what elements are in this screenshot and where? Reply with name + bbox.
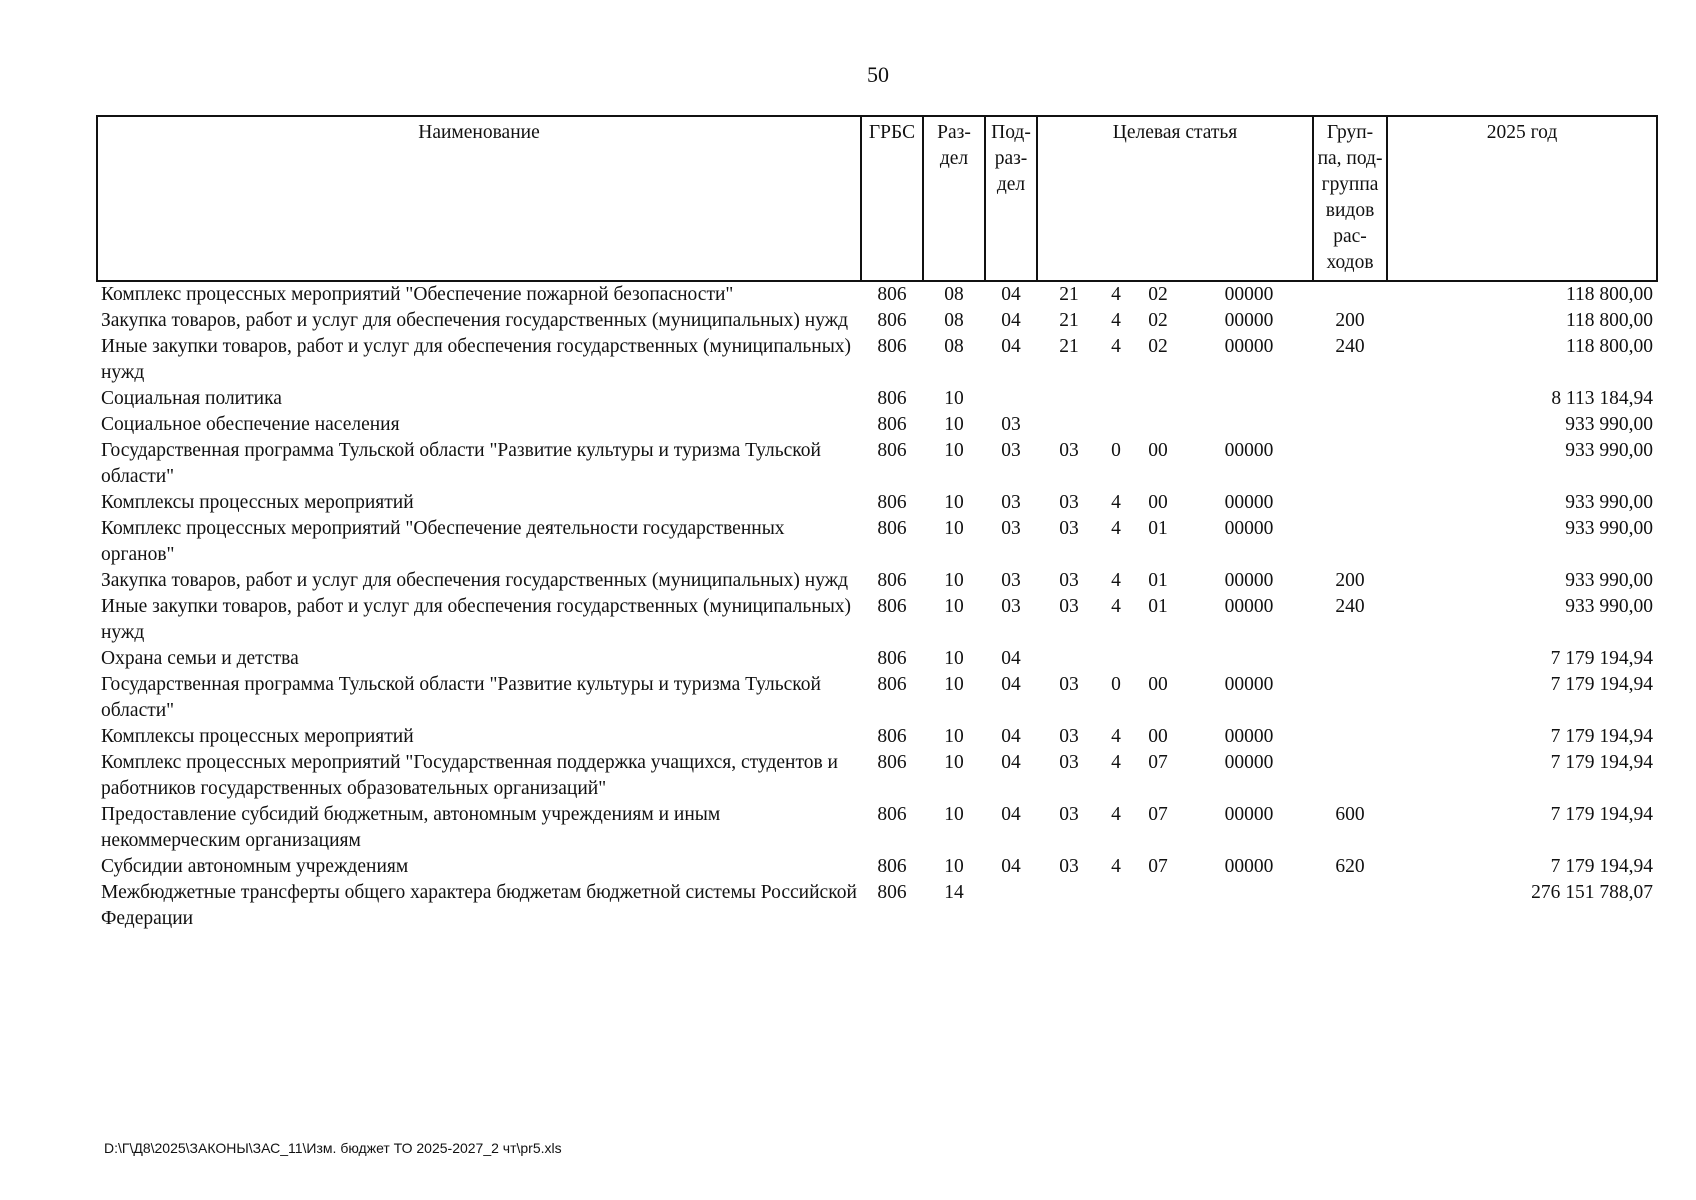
table-row xyxy=(97,308,1657,334)
cell-cs-program: 21 xyxy=(1059,310,1079,331)
table-row xyxy=(97,516,1657,568)
cell-cs-program: 03 xyxy=(1059,492,1079,513)
cell-grbs: 806 xyxy=(877,440,907,461)
budget-table xyxy=(96,115,1658,932)
cell-razdel: 10 xyxy=(944,388,964,409)
cell-name: Комплекс процессных мероприятий "Обеспечение деятельности государственных органов" xyxy=(101,518,785,565)
cell-cs-program: 03 xyxy=(1059,518,1079,539)
cell-name: Социальное обеспечение населения xyxy=(101,414,400,435)
cell-podrazdel: 04 xyxy=(1001,752,1021,773)
cell-podrazdel: 04 xyxy=(1001,804,1021,825)
cell-vid-rashodov xyxy=(1313,880,1387,932)
cell-vid-rashodov: 200 xyxy=(1335,310,1365,331)
cell-cs-direction: 00000 xyxy=(1224,336,1274,357)
cell-cs-direction xyxy=(1185,880,1313,932)
cell-razdel: 10 xyxy=(944,596,964,617)
header-podrazdel: Под- раз- дел xyxy=(985,116,1037,281)
table-row xyxy=(97,672,1657,724)
cell-grbs: 806 xyxy=(877,310,907,331)
cell-razdel: 14 xyxy=(944,882,964,903)
cell-grbs: 806 xyxy=(877,856,907,877)
cell-vid-rashodov: 240 xyxy=(1335,596,1365,617)
cell-cs-type xyxy=(1101,412,1131,438)
page-number: 50 xyxy=(867,62,889,87)
cell-name: Комплексы процессных мероприятий xyxy=(101,492,414,513)
cell-vid-rashodov: 600 xyxy=(1335,804,1365,825)
cell-amount: 118 800,00 xyxy=(1566,310,1654,331)
table-body xyxy=(97,281,1657,932)
cell-cs-direction xyxy=(1185,412,1313,438)
cell-cs-direction: 00000 xyxy=(1224,752,1274,773)
header-year: 2025 год xyxy=(1387,116,1657,281)
cell-cs-subprogram: 02 xyxy=(1148,310,1168,331)
table-row xyxy=(97,646,1657,672)
cell-amount: 276 151 788,07 xyxy=(1531,882,1654,903)
cell-podrazdel: 03 xyxy=(1001,570,1021,591)
cell-cs-program: 03 xyxy=(1059,570,1079,591)
cell-name: Государственная программа Тульской области "Развитие культуры и туризма Тульской области" xyxy=(101,440,821,487)
cell-cs-subprogram: 07 xyxy=(1148,804,1168,825)
cell-vid-rashodov: 240 xyxy=(1335,336,1365,357)
cell-podrazdel: 04 xyxy=(1001,284,1021,305)
cell-cs-subprogram: 01 xyxy=(1148,518,1168,539)
cell-amount: 933 990,00 xyxy=(1565,518,1654,539)
cell-grbs: 806 xyxy=(877,518,907,539)
cell-cs-direction: 00000 xyxy=(1224,570,1274,591)
cell-vid-rashodov xyxy=(1313,412,1387,438)
cell-name: Охрана семьи и детства xyxy=(101,648,299,669)
cell-vid-rashodov xyxy=(1313,516,1387,568)
cell-cs-type: 4 xyxy=(1111,804,1121,825)
cell-cs-type: 4 xyxy=(1111,310,1121,331)
cell-podrazdel: 03 xyxy=(1001,440,1021,461)
cell-razdel: 10 xyxy=(944,440,964,461)
cell-podrazdel xyxy=(985,386,1037,412)
table-row xyxy=(97,438,1657,490)
table-row xyxy=(97,490,1657,516)
header-grbs: ГРБС xyxy=(861,116,923,281)
cell-cs-subprogram: 00 xyxy=(1148,726,1168,747)
cell-name: Комплексы процессных мероприятий xyxy=(101,726,414,747)
cell-podrazdel: 04 xyxy=(1001,310,1021,331)
cell-amount: 118 800,00 xyxy=(1566,284,1654,305)
cell-vid-rashodov xyxy=(1313,646,1387,672)
cell-cs-subprogram: 07 xyxy=(1148,856,1168,877)
cell-cs-program: 21 xyxy=(1059,336,1079,357)
cell-cs-direction: 00000 xyxy=(1224,856,1274,877)
cell-cs-type: 4 xyxy=(1111,492,1121,513)
cell-podrazdel: 04 xyxy=(1001,674,1021,695)
cell-cs-program: 03 xyxy=(1059,440,1079,461)
cell-name: Предоставление субсидий бюджетным, автономным учреждениям и иным некоммерческим организациям xyxy=(101,804,721,851)
cell-grbs: 806 xyxy=(877,284,907,305)
cell-grbs: 806 xyxy=(877,648,907,669)
cell-cs-subprogram: 02 xyxy=(1148,336,1168,357)
cell-vid-rashodov xyxy=(1313,724,1387,750)
cell-cs-subprogram xyxy=(1131,646,1185,672)
cell-cs-program: 21 xyxy=(1059,284,1079,305)
cell-razdel: 08 xyxy=(944,310,964,331)
cell-name: Межбюджетные трансферты общего характера бюджетам бюджетной системы Российской Федерации xyxy=(101,882,857,929)
table-row xyxy=(97,568,1657,594)
cell-name: Иные закупки товаров, работ и услуг для обеспечения государственных (муниципальных) нужд xyxy=(101,336,852,383)
cell-amount: 933 990,00 xyxy=(1565,440,1654,461)
cell-vid-rashodov xyxy=(1313,490,1387,516)
cell-cs-program: 03 xyxy=(1059,752,1079,773)
cell-cs-type: 4 xyxy=(1111,570,1121,591)
cell-vid-rashodov xyxy=(1313,672,1387,724)
cell-cs-direction: 00000 xyxy=(1224,674,1274,695)
cell-cs-subprogram: 02 xyxy=(1148,284,1168,305)
cell-cs-type xyxy=(1101,880,1131,932)
cell-cs-direction: 00000 xyxy=(1224,726,1274,747)
cell-cs-direction: 00000 xyxy=(1224,284,1274,305)
cell-razdel: 10 xyxy=(944,856,964,877)
table-header-row xyxy=(97,116,1657,281)
cell-name: Государственная программа Тульской области "Развитие культуры и туризма Тульской области" xyxy=(101,674,821,721)
cell-cs-program: 03 xyxy=(1059,804,1079,825)
cell-cs-type: 0 xyxy=(1111,674,1121,695)
header-celevaya-statya: Целевая статья xyxy=(1037,116,1313,281)
cell-cs-direction xyxy=(1185,646,1313,672)
cell-amount: 118 800,00 xyxy=(1566,336,1654,357)
cell-cs-direction: 00000 xyxy=(1224,518,1274,539)
cell-vid-rashodov xyxy=(1313,281,1387,308)
cell-razdel: 10 xyxy=(944,752,964,773)
table-row xyxy=(97,750,1657,802)
cell-cs-subprogram: 00 xyxy=(1148,440,1168,461)
table-row xyxy=(97,724,1657,750)
cell-cs-program: 03 xyxy=(1059,596,1079,617)
cell-amount: 7 179 194,94 xyxy=(1550,674,1654,695)
cell-cs-type: 4 xyxy=(1111,336,1121,357)
cell-grbs: 806 xyxy=(877,752,907,773)
cell-grbs: 806 xyxy=(877,414,907,435)
cell-amount: 933 990,00 xyxy=(1565,570,1654,591)
cell-grbs: 806 xyxy=(877,336,907,357)
cell-amount: 7 179 194,94 xyxy=(1550,856,1654,877)
table-row xyxy=(97,334,1657,386)
cell-amount: 933 990,00 xyxy=(1565,596,1654,617)
table-row xyxy=(97,281,1657,308)
cell-razdel: 10 xyxy=(944,648,964,669)
cell-cs-program xyxy=(1037,646,1101,672)
table-row xyxy=(97,386,1657,412)
cell-cs-program xyxy=(1037,386,1101,412)
cell-grbs: 806 xyxy=(877,570,907,591)
header-name: Наименование xyxy=(97,116,861,281)
cell-vid-rashodov xyxy=(1313,438,1387,490)
cell-grbs: 806 xyxy=(877,726,907,747)
cell-grbs: 806 xyxy=(877,492,907,513)
cell-name: Закупка товаров, работ и услуг для обеспечения государственных (муниципальных) нужд xyxy=(101,310,849,331)
cell-cs-program xyxy=(1037,880,1101,932)
cell-podrazdel: 03 xyxy=(1001,596,1021,617)
cell-name: Иные закупки товаров, работ и услуг для обеспечения государственных (муниципальных) нужд xyxy=(101,596,852,643)
cell-amount: 933 990,00 xyxy=(1565,492,1654,513)
cell-cs-direction: 00000 xyxy=(1224,492,1274,513)
cell-razdel: 10 xyxy=(944,492,964,513)
cell-razdel: 10 xyxy=(944,570,964,591)
cell-cs-subprogram: 01 xyxy=(1148,596,1168,617)
cell-podrazdel: 04 xyxy=(1001,726,1021,747)
cell-grbs: 806 xyxy=(877,882,907,903)
cell-cs-subprogram: 07 xyxy=(1148,752,1168,773)
cell-cs-type: 4 xyxy=(1111,596,1121,617)
cell-cs-direction: 00000 xyxy=(1224,310,1274,331)
cell-grbs: 806 xyxy=(877,674,907,695)
cell-cs-subprogram: 01 xyxy=(1148,570,1168,591)
table-row xyxy=(97,802,1657,854)
cell-cs-type xyxy=(1101,386,1131,412)
cell-cs-type: 0 xyxy=(1111,440,1121,461)
cell-podrazdel xyxy=(985,880,1037,932)
cell-amount: 7 179 194,94 xyxy=(1550,752,1654,773)
cell-podrazdel: 03 xyxy=(1001,414,1021,435)
cell-cs-direction: 00000 xyxy=(1224,440,1274,461)
cell-grbs: 806 xyxy=(877,596,907,617)
cell-amount: 8 113 184,94 xyxy=(1551,388,1654,409)
cell-name: Комплекс процессных мероприятий "Государственная поддержка учащихся, студентов и работников государственных образовательных организаций" xyxy=(101,752,838,799)
cell-name: Комплекс процессных мероприятий "Обеспечение пожарной безопасности" xyxy=(101,284,734,305)
cell-cs-direction: 00000 xyxy=(1224,596,1274,617)
cell-razdel: 10 xyxy=(944,726,964,747)
cell-cs-direction: 00000 xyxy=(1224,804,1274,825)
cell-name: Социальная политика xyxy=(101,388,282,409)
cell-cs-program: 03 xyxy=(1059,674,1079,695)
cell-razdel: 10 xyxy=(944,414,964,435)
cell-cs-program xyxy=(1037,412,1101,438)
cell-vid-rashodov xyxy=(1313,386,1387,412)
table-row xyxy=(97,594,1657,646)
cell-cs-subprogram xyxy=(1131,412,1185,438)
cell-vid-rashodov xyxy=(1313,750,1387,802)
table-row xyxy=(97,854,1657,880)
cell-cs-program: 03 xyxy=(1059,726,1079,747)
header-razdel: Раз- дел xyxy=(923,116,985,281)
cell-razdel: 10 xyxy=(944,804,964,825)
file-path-footer: D:\Г\Д8\2025\ЗАКОНЫ\ЗАС_11\Изм. бюджет ТО 2025-2027_2 чт\pr5.xls xyxy=(104,1140,562,1156)
cell-amount: 7 179 194,94 xyxy=(1550,726,1654,747)
cell-name: Закупка товаров, работ и услуг для обеспечения государственных (муниципальных) нужд xyxy=(101,570,849,591)
cell-cs-type xyxy=(1101,646,1131,672)
cell-cs-direction xyxy=(1185,386,1313,412)
cell-vid-rashodov: 620 xyxy=(1335,856,1365,877)
cell-cs-subprogram xyxy=(1131,880,1185,932)
cell-razdel: 10 xyxy=(944,674,964,695)
cell-cs-type: 4 xyxy=(1111,518,1121,539)
cell-podrazdel: 04 xyxy=(1001,856,1021,877)
cell-cs-subprogram: 00 xyxy=(1148,674,1168,695)
cell-amount: 7 179 194,94 xyxy=(1550,804,1654,825)
cell-cs-type: 4 xyxy=(1111,752,1121,773)
cell-razdel: 08 xyxy=(944,284,964,305)
cell-podrazdel: 03 xyxy=(1001,492,1021,513)
cell-grbs: 806 xyxy=(877,804,907,825)
cell-razdel: 08 xyxy=(944,336,964,357)
cell-cs-subprogram xyxy=(1131,386,1185,412)
cell-cs-program: 03 xyxy=(1059,856,1079,877)
cell-cs-type: 4 xyxy=(1111,856,1121,877)
header-gruppa-vidov-rashodov: Груп- па, под- группа видов рас- ходов xyxy=(1313,116,1387,281)
cell-cs-type: 4 xyxy=(1111,284,1121,305)
cell-podrazdel: 04 xyxy=(1001,336,1021,357)
cell-podrazdel: 04 xyxy=(1001,648,1021,669)
table-row xyxy=(97,412,1657,438)
cell-amount: 933 990,00 xyxy=(1565,414,1654,435)
cell-amount: 7 179 194,94 xyxy=(1550,648,1654,669)
table-row xyxy=(97,880,1657,932)
cell-grbs: 806 xyxy=(877,388,907,409)
cell-cs-type: 4 xyxy=(1111,726,1121,747)
cell-razdel: 10 xyxy=(944,518,964,539)
cell-cs-subprogram: 00 xyxy=(1148,492,1168,513)
cell-podrazdel: 03 xyxy=(1001,518,1021,539)
cell-vid-rashodov: 200 xyxy=(1335,570,1365,591)
cell-name: Субсидии автономным учреждениям xyxy=(101,856,409,877)
